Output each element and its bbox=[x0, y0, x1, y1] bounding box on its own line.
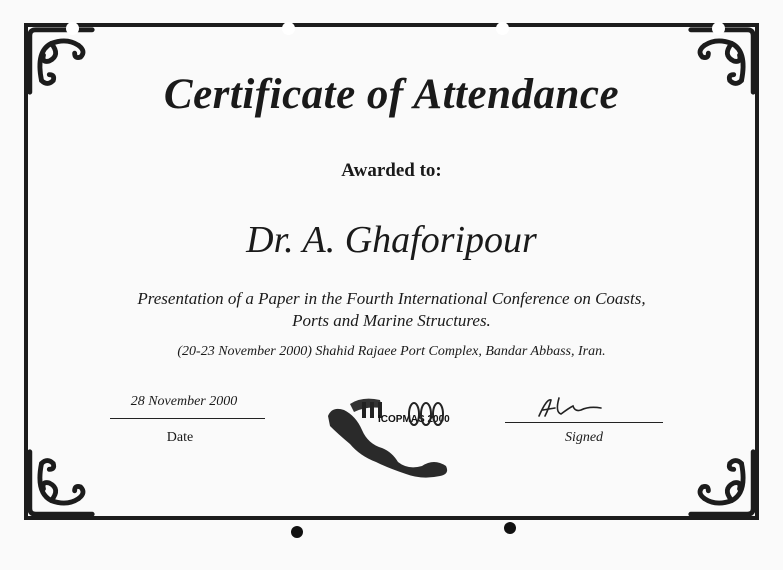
signed-label: Signed bbox=[564, 430, 604, 445]
conference-logo bbox=[322, 396, 460, 480]
venue-text: (20-23 November 2000) Shahid Rajaee Port Complex, Bandar Abbass, Iran. bbox=[177, 344, 606, 359]
presentation-description bbox=[0, 288, 783, 332]
punch-hole bbox=[712, 22, 725, 35]
certificate-title: Certificate of Attendance bbox=[163, 71, 620, 118]
logo-text: ICOPMAS 2000 bbox=[378, 414, 450, 425]
binding-dot bbox=[504, 522, 516, 534]
corner-ornament-bottom-right bbox=[683, 444, 761, 522]
punch-hole bbox=[496, 22, 509, 35]
recipient-name: Dr. A. Ghaforipour bbox=[246, 219, 537, 261]
signature-mark bbox=[535, 394, 605, 422]
signature-line bbox=[505, 422, 663, 423]
description-line-1: Presentation of a Paper in the Fourth International Conference on Coasts, bbox=[137, 289, 646, 308]
date-label: Date bbox=[166, 430, 194, 445]
description-line-2: Ports and Marine Structures. bbox=[292, 311, 491, 330]
awarded-label: Awarded to: bbox=[341, 160, 442, 181]
punch-hole bbox=[66, 22, 79, 35]
date-value: 28 November 2000 bbox=[130, 394, 238, 409]
punch-hole bbox=[282, 22, 295, 35]
date-line bbox=[110, 418, 265, 419]
corner-ornament-bottom-left bbox=[22, 444, 100, 522]
binding-dot bbox=[291, 526, 303, 538]
